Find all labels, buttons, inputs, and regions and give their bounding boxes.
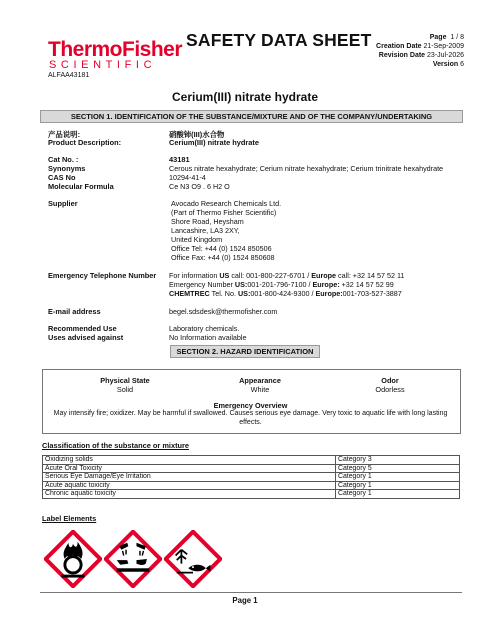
table-row	[43, 490, 460, 499]
table-row	[43, 473, 460, 482]
emergency-overview-title: Emergency Overview	[213, 401, 288, 410]
category-cell: Category 1	[336, 473, 460, 482]
corrosion-icon	[104, 530, 162, 588]
category-cell: Category 1	[336, 481, 460, 490]
hazard-cell: Serious Eye Damage/Eye Irritation	[43, 473, 336, 482]
section-2-header: SECTION 2. HAZARD IDENTIFICATION	[170, 345, 320, 358]
appearance-value: White	[250, 385, 270, 394]
flame-over-circle-icon	[44, 530, 102, 588]
page-value: 1 / 8	[450, 34, 464, 41]
creation-date-value: 21-Sep-2009	[423, 43, 464, 50]
version-label: Version	[432, 61, 459, 68]
uses-advised-against-label: Uses advised against	[48, 333, 124, 342]
cas-no-label: CAS No	[48, 173, 76, 182]
table-row	[43, 481, 460, 490]
section-1-header: SECTION 1. IDENTIFICATION OF THE SUBSTANCE/MIXTURE AND OF THE COMPANY/UNDERTAKING	[40, 110, 463, 123]
table-row	[43, 464, 460, 473]
supplier-address	[171, 199, 281, 262]
odor	[360, 376, 420, 394]
molecular-formula-label: Molecular Formula	[48, 182, 114, 191]
odor-label: Odor	[381, 376, 399, 385]
cat-no-value: 43181	[169, 155, 190, 164]
revision-date-value: 23-Jul-2026	[427, 52, 464, 59]
hazard-cell: Oxidizing solids	[43, 456, 336, 465]
odor-value: Odorless	[375, 385, 405, 394]
cat-no-label: Cat No. :	[48, 155, 79, 164]
email-label: E-mail address	[48, 307, 101, 316]
product-desc-value: Cerium(III) nitrate hydrate	[169, 138, 259, 147]
page-number: Page 1	[232, 596, 258, 605]
supplier-label: Supplier	[48, 199, 78, 208]
category-cell: Category 1	[336, 490, 460, 499]
category-cell: Category 5	[336, 464, 460, 473]
document-title: SAFETY DATA SHEET	[186, 30, 372, 50]
molecular-formula-value: Ce N3 O9 . 6 H2 O	[169, 182, 230, 191]
supplier-line: Office Tel: +44 (0) 1524 850506	[171, 244, 272, 253]
physical-state-label: Physical State	[100, 376, 150, 385]
emergency-line-1: For information US call: 001-800-227-6701 / Europe call: +32 14 57 52 11	[169, 271, 405, 280]
product-desc-cn-value: 硝酸铈(III)水合物	[169, 130, 225, 139]
hazard-cell: Acute Oral Toxicity	[43, 464, 336, 473]
footer-divider	[40, 592, 462, 593]
emergency-phone-values	[169, 271, 404, 298]
product-code: ALFAA43181	[48, 72, 90, 79]
supplier-line: United Kingdom	[171, 235, 223, 244]
classification-title: Classification of the substance or mixture	[42, 441, 190, 450]
cas-no-value: 10294-41-4	[169, 173, 206, 182]
table-row	[43, 456, 460, 465]
synonyms-label: Synonyms	[48, 164, 86, 173]
appearance-label: Appearance	[239, 376, 281, 385]
environment-icon	[164, 530, 222, 588]
version-value: 6	[460, 61, 464, 68]
emergency-phone-label: Emergency Telephone Number	[48, 271, 157, 280]
hazard-cell: Acute aquatic toxicity	[43, 481, 336, 490]
creation-date-label: Creation Date	[376, 43, 422, 50]
company-logo-wordmark: ThermoFisher	[48, 38, 183, 61]
page-label: Page	[429, 34, 447, 41]
physical-state	[80, 376, 170, 394]
emergency-line-2: Emergency Number US:001-201-796-7100 / Europe: +32 14 57 52 99	[169, 280, 394, 289]
appearance	[220, 376, 300, 394]
emergency-overview-text: May intensify fire; oxidizer. May be harmful if swallowed. Causes serious eye damage. Very toxic to aquatic life with long lasting effects.	[53, 410, 448, 426]
recommended-use-label: Recommended Use	[48, 324, 117, 333]
revision-date-label: Revision Date	[378, 52, 426, 59]
hazard-cell: Chronic aquatic toxicity	[43, 490, 336, 499]
supplier-line: (Part of Thermo Fisher Scientific)	[171, 208, 277, 217]
emergency-line-3: CHEMTREC Tel. No. US:001-800-424-9300 / Europe:001-703-527-3887	[169, 289, 402, 298]
classification-table	[42, 455, 460, 499]
product-name-heading: Cerium(III) nitrate hydrate	[171, 90, 319, 104]
recommended-use-value: Laboratory chemicals.	[169, 324, 240, 333]
document-meta	[376, 33, 464, 69]
category-cell: Category 3	[336, 456, 460, 465]
supplier-line: Shore Road, Heysham	[171, 217, 244, 226]
email-value[interactable]: begel.sdsdesk@thermofisher.com	[169, 307, 278, 316]
supplier-line: Lancashire, LA3 2XY,	[171, 226, 240, 235]
synonyms-value: Cerous nitrate hexahydrate; Cerium nitrate hexahydrate; Cerium trinitrate hexahydrate	[169, 164, 444, 173]
company-logo-subtitle: SCIENTIFIC	[49, 59, 157, 71]
uses-advised-against-value: No Information available	[169, 333, 247, 342]
label-elements-title: Label Elements	[42, 514, 97, 523]
product-desc-label: Product Description:	[48, 138, 122, 147]
supplier-line: Office Fax: +44 (0) 1524 850608	[171, 253, 275, 262]
product-desc-cn-label: 产品说明:	[48, 130, 81, 139]
physical-state-value: Solid	[116, 385, 134, 394]
supplier-line: Avocado Research Chemicals Ltd.	[171, 199, 282, 208]
